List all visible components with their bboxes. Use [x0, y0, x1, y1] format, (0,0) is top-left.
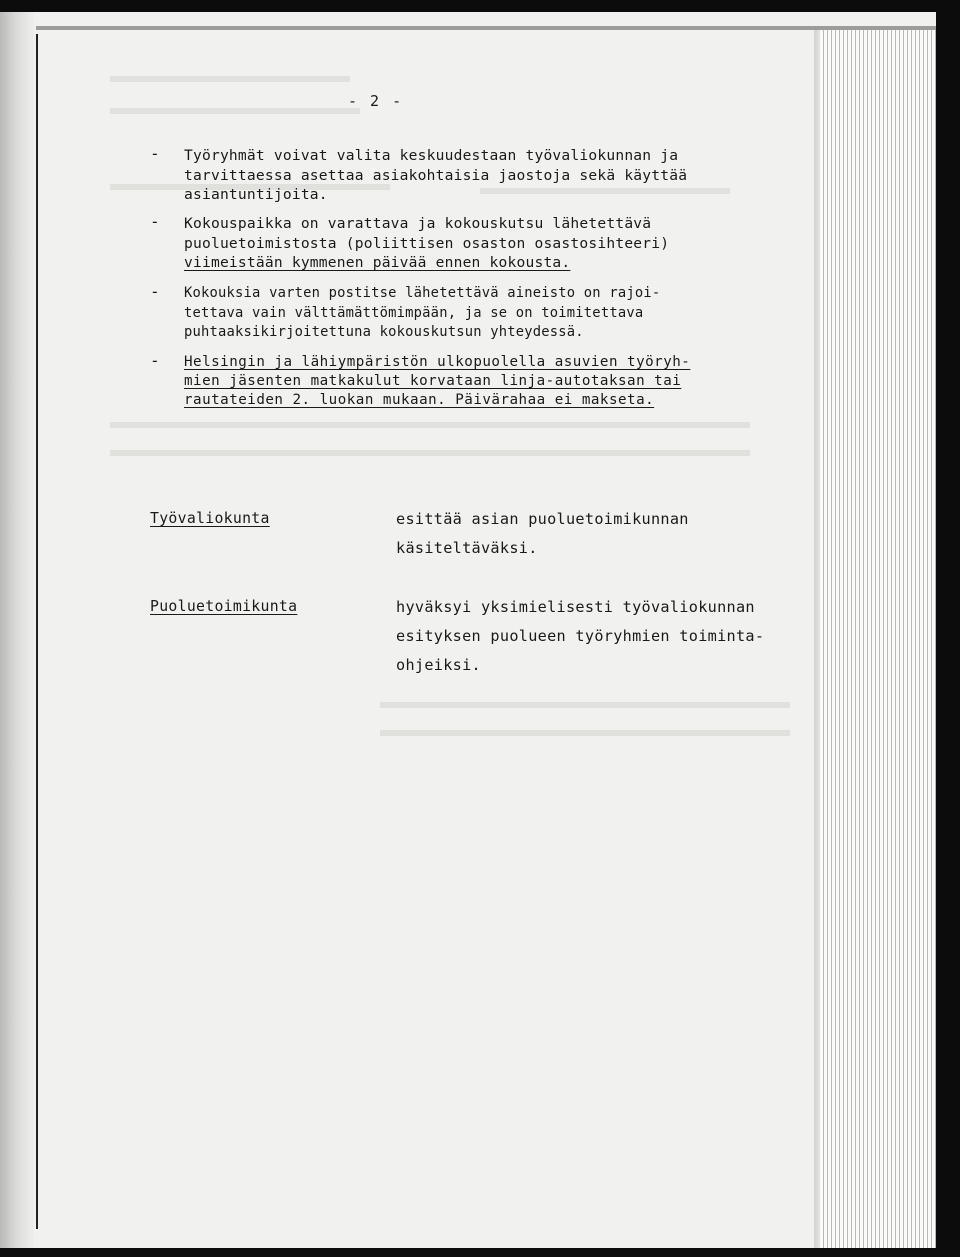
paragraph-line: Työryhmät voivat valita keskuudestaan työvaliokunnan ja — [184, 147, 679, 164]
show-through — [110, 450, 750, 456]
bullet-paragraph-materials — [184, 284, 784, 343]
show-through — [380, 702, 790, 708]
binding-edge — [0, 12, 34, 1248]
show-through — [110, 422, 750, 428]
paragraph-line-underlined: viimeistään kymmenen päivää ennen kokousta. — [184, 254, 571, 271]
bullet-paragraph-meeting-place — [184, 214, 784, 273]
decision-body-label: Puoluetoimikunta — [150, 598, 298, 615]
paragraph-line: puoluetoimistosta (poliittisen osaston osastosihteeri) — [184, 234, 670, 252]
show-through — [110, 76, 350, 82]
paragraph-line: mien jäsenten matkakulut korvataan linja-autotaksan tai — [184, 373, 682, 389]
paragraph-line: tettava vain välttämättömimpään, ja se on toimitettava — [184, 304, 644, 321]
decision-line: hyväksyi yksimielisesti työvaliokunnan — [396, 598, 755, 616]
decision-line: esityksen puolueen työryhmien toiminta- — [396, 627, 765, 645]
paragraph-line: Kokouksia varten postitse lähetettävä aineisto on rajoi- — [184, 285, 661, 301]
scanned-page — [0, 12, 936, 1248]
top-edge — [36, 26, 936, 30]
decision-line: käsiteltäväksi. — [396, 539, 538, 557]
binding-line — [36, 34, 38, 1229]
decision-body-label: Työvaliokunta — [150, 510, 270, 527]
paragraph-line: asiantuntijoita. — [184, 186, 328, 203]
bullet-dash: - — [150, 351, 160, 370]
bullet-dash: - — [150, 212, 160, 231]
show-through — [110, 108, 360, 114]
decision-line: ohjeiksi. — [396, 656, 481, 674]
paragraph-line: Helsingin ja lähiympäristön ulkopuolella asuvien työryh- — [184, 354, 691, 370]
decision-line: esittää asian puoluetoimikunnan — [396, 510, 689, 528]
bullet-paragraph-travel-costs — [184, 353, 784, 410]
show-through — [380, 730, 790, 736]
bullet-dash: - — [150, 282, 160, 301]
paragraph-line: rautateiden 2. luokan mukaan. Päivärahaa ei makseta. — [184, 392, 655, 408]
bullet-dash: - — [150, 144, 160, 163]
paragraph-line: puhtaaksikirjoitettuna kokouskutsun yhteydessä. — [184, 324, 584, 340]
paragraph-line: Kokouspaikka on varattava ja kokouskutsu lähetettävä — [184, 215, 652, 232]
page-number: - 2 - — [348, 92, 404, 110]
decision-text — [396, 505, 826, 563]
page-stack-edges — [820, 30, 936, 1248]
bullet-paragraph-working-groups — [184, 146, 784, 205]
decision-text — [396, 593, 826, 680]
paragraph-line: tarvittaessa asettaa asiakohtaisia jaostoja sekä käyttää — [184, 166, 688, 184]
